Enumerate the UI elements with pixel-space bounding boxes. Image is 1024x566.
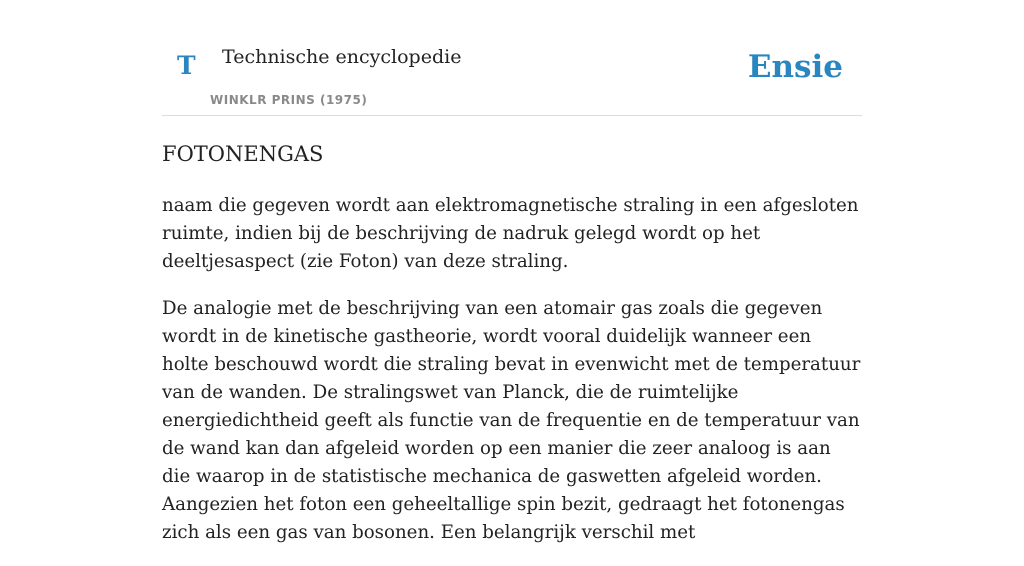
article-paragraph: De analogie met de beschrijving van een atomair gas zoals die gegeven wordt in de kinetische gastheorie, wordt vooral duidelijk wanneer een holte beschouwd wordt die straling bevat in evenwicht met de temperatuur van de wanden. De stralingswet van Planck, die de ruimtelijke energiedichtheid geeft als functie van de frequentie en de temperatuur van de wand kan dan afgeleid worden op een manier die zeer analoog is aan die waarop in de statistische mechanica de gaswetten afgeleid worden. Aangezien het foton een geheeltallige spin bezit, gedraagt het fotonengas zich als een gas van bosonen. Een belangrijk verschil met [162,298,861,543]
page-title: FOTONENGAS [162,142,324,166]
content-container [162,0,862,543]
source-label: WINKLR PRINS (1975) [210,93,368,107]
article-body [162,192,862,566]
ensie-brand-link[interactable]: Ensie [747,49,843,85]
encyclopedia-logo-icon[interactable]: T [177,51,196,80]
article-paragraph: naam die gegeven wordt aan elektromagnetische straling in een afgesloten ruimte, indien bij de beschrijving de nadruk gelegd wordt op het deeltjesaspect (zie Foton) van deze straling. [162,195,859,272]
site-header [162,0,862,116]
encyclopedia-title[interactable]: Technische encyclopedie [222,46,462,68]
